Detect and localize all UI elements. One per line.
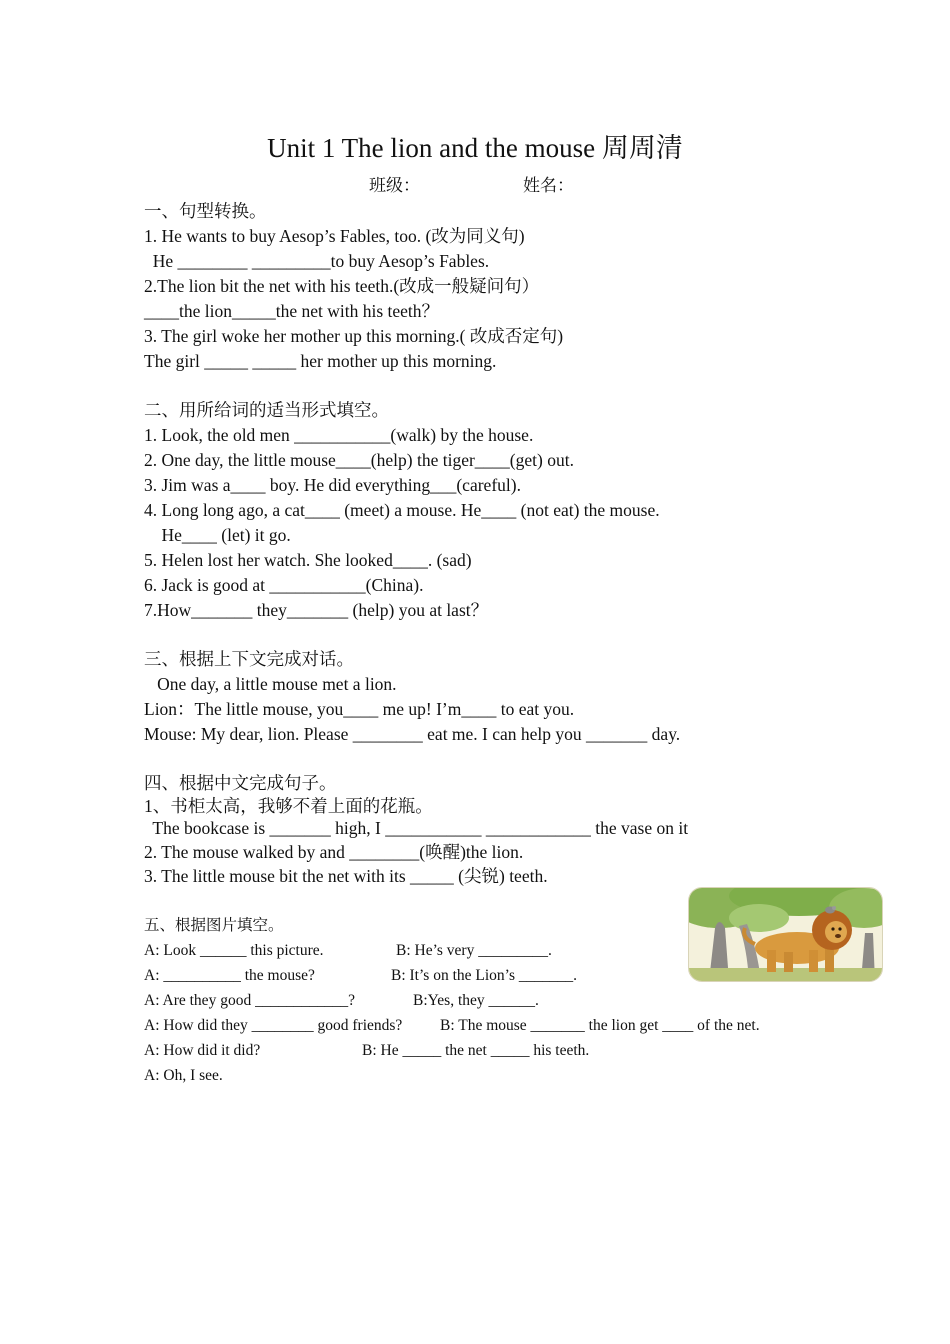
dialog-b: B: He _____ the net _____ his teeth. — [362, 1042, 590, 1059]
dialog-a: A: __________ the mouse? — [144, 967, 315, 984]
section4-line: 1、书柜太高，我够不着上面的花瓶。 — [144, 796, 433, 816]
section2-line: 3. Jim was a____ boy. He did everything___(careful). — [144, 475, 521, 495]
section1-line: 3. The girl woke her mother up this morning.( 改成否定句) — [144, 326, 564, 346]
section2-line: 1. Look, the old men ___________(walk) by the house. — [144, 425, 534, 445]
dialog-a: A: How did it did? — [144, 1042, 261, 1059]
section2-line: 2. One day, the little mouse____(help) the tiger____(get) out. — [144, 450, 574, 470]
section1-line: ____the lion_____the net with his teeth？ — [144, 301, 440, 321]
section2-line: 4. Long long ago, a cat____ (meet) a mouse. He____ (not eat) the mouse. — [144, 500, 660, 520]
dialog-b: B: The mouse _______ the lion get ____ of the net. — [440, 1017, 760, 1034]
section1-line: The girl _____ _____ her mother up this morning. — [144, 351, 497, 371]
section1-heading: 一、句型转换。 — [144, 201, 267, 221]
dialog-b: B: He’s very _________. — [396, 942, 552, 959]
section4-line: 2. The mouse walked by and ________(唤醒)the lion. — [144, 842, 524, 862]
section1-line: 2.The lion bit the net with his teeth.(改成一般疑问句） — [144, 276, 540, 296]
section5-heading: 五、根据图片填空。 — [144, 917, 284, 934]
dialog-b: B:Yes, they ______. — [413, 992, 539, 1009]
section3-line: Lion：The little mouse, you____ me up! I’m____ to eat you. — [144, 699, 575, 719]
page-title: Unit 1 The lion and the mouse 周周清 — [267, 133, 683, 163]
section2-line: He____ (let) it go. — [144, 525, 291, 545]
section2-line: 6. Jack is good at ___________(China). — [144, 575, 424, 595]
dialog-a: A: Look ______ this picture. — [144, 942, 324, 959]
dialog-a: A: Oh, I see. — [144, 1067, 223, 1084]
dialog-b: B: It’s on the Lion’s _______. — [391, 967, 577, 984]
lion-and-mouse-illustration-icon — [688, 887, 883, 982]
section2-heading: 二、用所给词的适当形式填空。 — [144, 400, 389, 420]
section2-line: 7.How_______ they_______ (help) you at last？ — [144, 600, 489, 620]
name-label: 姓名： — [523, 176, 574, 195]
section4-heading: 四、根据中文完成句子。 — [144, 773, 337, 793]
section4-line: The bookcase is _______ high, I ___________ ____________ the vase on it — [144, 818, 689, 838]
section2-line: 5. Helen lost her watch. She looked____. (sad) — [144, 550, 472, 570]
class-label: 班级： — [369, 176, 420, 195]
section1-line: He ________ _________to buy Aesop’s Fables. — [144, 251, 490, 271]
section4-line: 3. The little mouse bit the net with its _____ (尖锐) teeth. — [144, 866, 548, 886]
section1-line: 1. He wants to buy Aesop’s Fables, too. (改为同义句) — [144, 226, 525, 246]
section3-line: Mouse: My dear, lion. Please ________ eat me. I can help you _______ day. — [144, 724, 681, 744]
dialog-a: A: How did they ________ good friends? — [144, 1017, 403, 1034]
section3-line: One day, a little mouse met a lion. — [144, 674, 397, 694]
section3-heading: 三、根据上下文完成对话。 — [144, 649, 354, 669]
dialog-a: A: Are they good ____________? — [144, 992, 355, 1009]
